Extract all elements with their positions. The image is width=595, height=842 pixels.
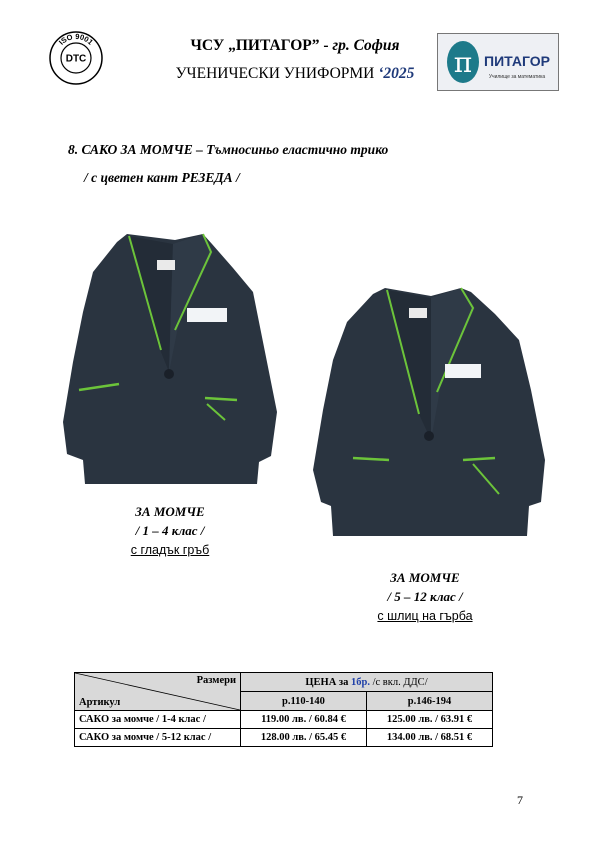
caption-1-4: [100, 502, 240, 560]
svg-text:ПИТАГОР: ПИТАГОР: [484, 53, 550, 69]
caption-grades: / 1 – 4 клас /: [135, 523, 205, 538]
caption-note: с гладък гръб: [130, 543, 210, 557]
iso-9001-logo: [48, 30, 104, 86]
caption-title: ЗА МОМЧЕ: [390, 570, 460, 585]
size-header: р.110-140: [241, 692, 367, 711]
price-table: [74, 672, 493, 747]
corner-top-label: Размери: [196, 675, 236, 686]
caption-title: ЗА МОМЧЕ: [135, 504, 205, 519]
price-cell: 119.00 лв. / 60.84 €: [241, 711, 367, 729]
caption-note: с шлиц на гърба: [377, 609, 473, 623]
section-heading: 8. САКО ЗА МОМЧЕ – Тъмносиньо еластично трико: [68, 142, 389, 157]
caption-5-12: [355, 568, 495, 626]
svg-text:Училище за математика: Училище за математика: [488, 74, 546, 80]
price-header: ЦЕНА за 1бр. /с вкл. ДДС/: [241, 673, 493, 692]
school-title: ЧСУ „ПИТАГОР” - гр. София: [190, 37, 400, 54]
price-cell: 128.00 лв. / 65.45 €: [241, 729, 367, 747]
article-cell: САКО за момче / 1-4 клас /: [75, 711, 241, 729]
jacket-image-5-12: [305, 280, 550, 542]
section-subheading: / с цветен кант РЕЗЕДА /: [84, 170, 240, 185]
corner-bottom-label: Артикул: [79, 697, 121, 708]
caption-grades: / 5 – 12 клас /: [387, 589, 463, 604]
svg-text:DTC: DTC: [65, 53, 87, 65]
jacket-image-1-4: [57, 222, 282, 490]
page-number: 7: [517, 793, 523, 807]
size-header: р.146-194: [367, 692, 493, 711]
pitagor-logo: [437, 33, 559, 91]
price-cell: 134.00 лв. / 68.51 €: [367, 729, 493, 747]
table-row: [75, 711, 493, 729]
svg-text:ISO 9001: ISO 9001: [56, 31, 95, 47]
price-cell: 125.00 лв. / 63.91 €: [367, 711, 493, 729]
article-cell: САКО за момче / 5-12 клас /: [75, 729, 241, 747]
document-subtitle: УЧЕНИЧЕСКИ УНИФОРМИ ‘2025: [175, 65, 415, 82]
table-corner-cell: [75, 673, 241, 711]
svg-text:π: π: [453, 46, 473, 79]
table-row: [75, 729, 493, 747]
